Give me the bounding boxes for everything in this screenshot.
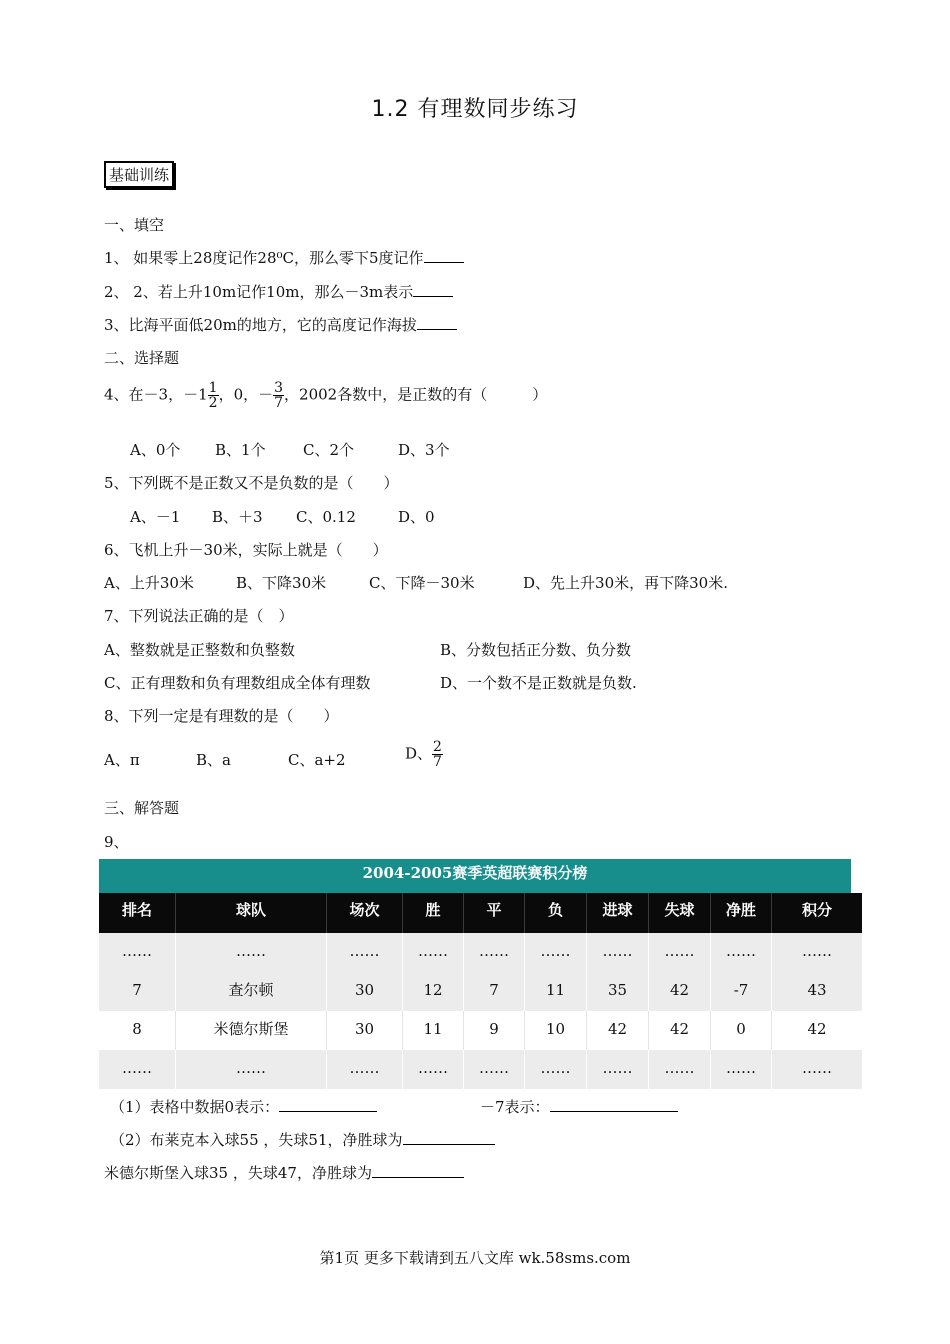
table-cell: 42 bbox=[649, 972, 711, 1011]
table-cell: 42 bbox=[807, 1020, 827, 1038]
question-4-prefix: 4、在－3，－1 bbox=[104, 385, 208, 404]
table-cell: 43 bbox=[807, 981, 827, 999]
question-4-mid: ，0，－ bbox=[218, 385, 274, 404]
q5-option-a: A、－1 bbox=[130, 508, 181, 526]
table-row bbox=[99, 972, 862, 1011]
section-multiple-choice: 二、选择题 bbox=[104, 349, 180, 367]
q5-option-c: C、0.12 bbox=[296, 508, 356, 526]
table-cell: …… bbox=[711, 1050, 772, 1089]
table-cell: …… bbox=[464, 933, 525, 972]
header-cell: 负 bbox=[525, 893, 587, 933]
q7-option-d: D、一个数不是正数就是负数. bbox=[440, 674, 637, 692]
table-cell: 9 bbox=[464, 1011, 525, 1050]
table-cell: 12 bbox=[403, 972, 464, 1011]
q6-option-d: D、先上升30米，再下降30米. bbox=[523, 574, 728, 592]
table-cell: …… bbox=[403, 933, 464, 972]
table-row bbox=[99, 1050, 862, 1089]
table-cell: 7 bbox=[99, 972, 176, 1011]
table-cell: …… bbox=[525, 1050, 587, 1089]
question-2-text: 2、 2、若上升10m记作10m，那么－3m表示 bbox=[104, 283, 414, 301]
fraction-one-half: $\frac{1}{2}$ bbox=[208, 380, 218, 411]
table-cell: 42 bbox=[587, 1011, 649, 1050]
table-row bbox=[99, 1011, 862, 1050]
table-cell: 10 bbox=[525, 1011, 587, 1050]
table-cell: 8 bbox=[99, 1011, 176, 1050]
q4-option-b: B、1个 bbox=[215, 441, 266, 459]
q7-option-b: B、分数包括正分数、负分数 bbox=[440, 641, 632, 659]
question-1-text: 1、 如果零上28度记作28⁰C，那么零下5度记作 bbox=[104, 249, 424, 267]
answer-blank bbox=[550, 1097, 678, 1112]
table-cell: …… bbox=[99, 1050, 176, 1089]
table-cell: 30 bbox=[327, 1011, 403, 1050]
table-cell: …… bbox=[464, 1050, 525, 1089]
question-3-text: 3、比海平面低20m的地方，它的高度记作海拔 bbox=[104, 316, 417, 334]
table-cell: 7 bbox=[464, 972, 525, 1011]
sub-question-1b-text: －7表示： bbox=[480, 1098, 550, 1116]
q8-option-b: B、a bbox=[196, 751, 231, 769]
table-cell: …… bbox=[649, 1050, 711, 1089]
table-cell: …… bbox=[327, 1050, 403, 1089]
answer-blank bbox=[372, 1163, 464, 1178]
header-cell: 进球 bbox=[587, 893, 649, 933]
standings-table bbox=[99, 893, 862, 1089]
answer-blank bbox=[413, 282, 453, 297]
table-header-row bbox=[99, 893, 862, 933]
table-title: 2004-2005赛季英超联赛积分榜 bbox=[99, 859, 851, 893]
header-cell: 球队 bbox=[176, 893, 327, 933]
table-cell: 30 bbox=[327, 972, 403, 1011]
table-cell: -7 bbox=[711, 972, 772, 1011]
table-cell: 0 bbox=[711, 1011, 772, 1050]
table-cell: …… bbox=[711, 933, 772, 972]
header-cell: 平 bbox=[464, 893, 525, 933]
sub-question-1a bbox=[110, 1096, 377, 1117]
page-title: 1.2 有理数同步练习 bbox=[371, 97, 579, 122]
question-2 bbox=[104, 281, 453, 302]
header-cell: 场次 bbox=[327, 893, 403, 933]
table-cell: 35 bbox=[587, 972, 649, 1011]
header-cell: 净胜 bbox=[711, 893, 772, 933]
answer-blank bbox=[279, 1097, 377, 1112]
table-cell: …… bbox=[176, 933, 327, 972]
q7-option-a: A、整数就是正整数和负整数 bbox=[104, 641, 295, 659]
q8-option-c: C、a+2 bbox=[288, 751, 346, 769]
sub-question-3-text: 米德尔斯堡入球35 ，失球47，净胜球为 bbox=[104, 1164, 372, 1182]
header-cell: 排名 bbox=[99, 893, 176, 933]
sub-question-1a-text: （1）表格中数据0表示： bbox=[110, 1098, 280, 1116]
page-footer: 第1页 更多下载请到五八文库 wk.58sms.com bbox=[319, 1249, 631, 1267]
answer-blank bbox=[417, 315, 457, 330]
answer-blank bbox=[424, 248, 464, 263]
table-cell: …… bbox=[802, 942, 832, 960]
question-4 bbox=[104, 381, 547, 410]
question-7: 7、下列说法正确的是（ ） bbox=[104, 607, 294, 625]
q7-option-c: C、正有理数和负有理数组成全体有理数 bbox=[104, 674, 371, 692]
fraction-two-sevenths: $\frac{2}{7}$ bbox=[433, 739, 442, 770]
answer-blank bbox=[403, 1130, 495, 1145]
table-cell: …… bbox=[802, 1059, 832, 1077]
table-cell: …… bbox=[403, 1050, 464, 1089]
q5-option-b: B、＋3 bbox=[212, 508, 263, 526]
header-cell: 积分 bbox=[801, 901, 832, 919]
section-badge: 基础训练 bbox=[104, 161, 174, 188]
q4-option-d: D、3个 bbox=[398, 441, 450, 459]
header-cell: 胜 bbox=[403, 893, 464, 933]
section-answer: 三、解答题 bbox=[104, 799, 180, 817]
q6-option-b: B、下降30米 bbox=[236, 574, 327, 592]
table-cell: …… bbox=[99, 933, 176, 972]
table-cell: …… bbox=[587, 1050, 649, 1089]
q6-option-a: A、上升30米 bbox=[104, 574, 194, 592]
sub-question-2 bbox=[110, 1129, 495, 1150]
q8-option-d-label: D、 bbox=[405, 744, 433, 763]
q5-option-d: D、0 bbox=[398, 508, 435, 526]
table-cell: 42 bbox=[649, 1011, 711, 1050]
question-1 bbox=[104, 247, 464, 268]
question-8: 8、下列一定是有理数的是（ ） bbox=[104, 707, 339, 725]
sub-question-3 bbox=[104, 1162, 464, 1183]
table-cell: 查尔顿 bbox=[176, 972, 327, 1011]
table-cell: …… bbox=[525, 933, 587, 972]
table-cell: …… bbox=[327, 933, 403, 972]
table-cell: 11 bbox=[403, 1011, 464, 1050]
table-cell: 米德尔斯堡 bbox=[176, 1011, 327, 1050]
header-cell: 失球 bbox=[649, 893, 711, 933]
q8-option-a: A、π bbox=[104, 751, 140, 769]
section-fill-blank: 一、填空 bbox=[104, 216, 165, 234]
sub-question-2-text: （2）布莱克本入球55 ，失球51，净胜球为 bbox=[110, 1131, 403, 1149]
q4-option-a: A、0个 bbox=[130, 441, 181, 459]
q8-option-d bbox=[405, 740, 443, 769]
question-4-suffix: ，2002各数中，是正数的有（ ） bbox=[284, 385, 548, 404]
fraction-three-sevenths: $\frac{3}{7}$ bbox=[274, 380, 284, 411]
table-cell: …… bbox=[649, 933, 711, 972]
table-row bbox=[99, 933, 862, 972]
q6-option-c: C、下降－30米 bbox=[369, 574, 475, 592]
question-9: 9、 bbox=[104, 833, 129, 851]
q4-option-c: C、2个 bbox=[303, 441, 355, 459]
table-cell: …… bbox=[587, 933, 649, 972]
table-cell: 11 bbox=[525, 972, 587, 1011]
question-5: 5、下列既不是正数又不是负数的是（ ） bbox=[104, 474, 399, 492]
question-6: 6、飞机上升－30米，实际上就是（ ） bbox=[104, 541, 388, 559]
table-cell: …… bbox=[176, 1050, 327, 1089]
question-3 bbox=[104, 314, 457, 335]
sub-question-1b bbox=[480, 1096, 678, 1117]
